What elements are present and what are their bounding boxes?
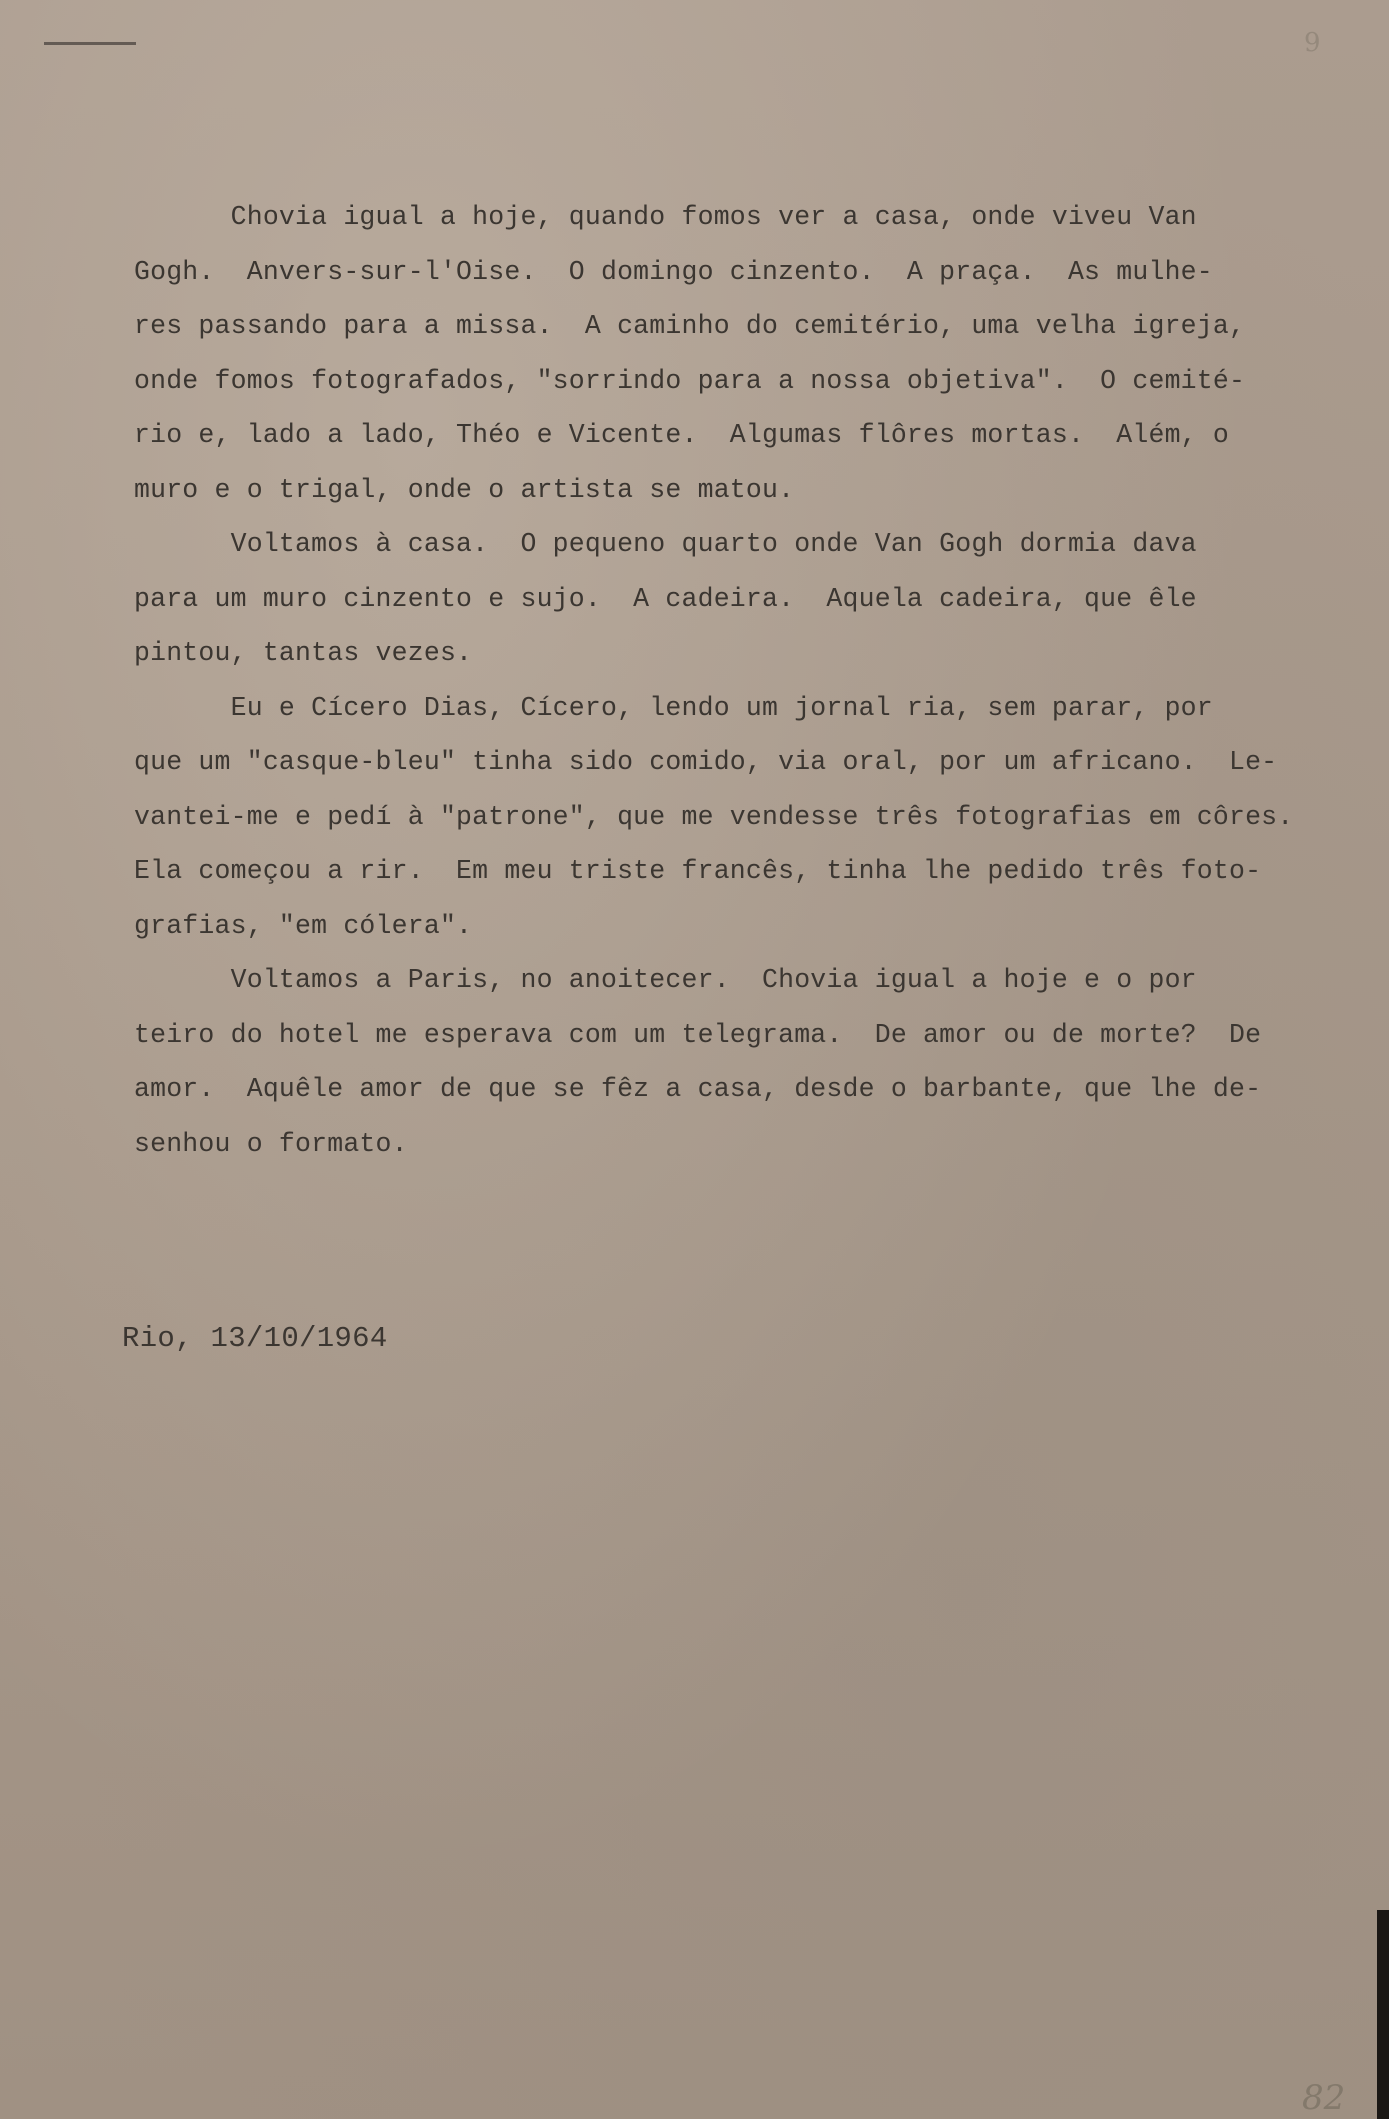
text-line: grafias, "em cólera". <box>134 910 473 941</box>
text-line: muro e o trigal, onde o artista se matou. <box>134 474 795 505</box>
corner-mark: 9 <box>1304 28 1321 58</box>
scan-edge <box>1377 1910 1389 2119</box>
text-line: Eu e Cícero Dias, Cícero, lendo um jornal ria, sem parar, por <box>134 692 1213 723</box>
typed-body-text <box>134 190 1340 1171</box>
text-line: Gogh. Anvers-sur-l'Oise. O domingo cinzento. A praça. As mulhe- <box>134 256 1213 287</box>
text-line: res passando para a missa. A caminho do cemitério, uma velha igreja, <box>134 311 1246 341</box>
text-line: amor. Aquêle amor de que se fêz a casa, desde o barbante, que lhe de- <box>134 1074 1262 1104</box>
text-line: Ela começou a rir. Em meu triste francês, tinha lhe pedido três foto- <box>134 856 1262 886</box>
text-line: rio e, lado a lado, Théo e Vicente. Algumas flôres mortas. Além, o <box>134 420 1229 450</box>
text-line: senhou o formato. <box>134 1128 408 1159</box>
text-line: Chovia igual a hoje, quando fomos ver a casa, onde viveu Van <box>134 202 1197 232</box>
text-line: vantei-me e pedí à "patrone", que me vendesse três fotografias em côres. <box>134 801 1294 832</box>
text-line: pintou, tantas vezes. <box>134 638 473 668</box>
signature-date: Rio, 13/10/1964 <box>122 1322 388 1355</box>
text-line: teiro do hotel me esperava com um telegrama. De amor ou de morte? De <box>134 1019 1262 1050</box>
text-line: Voltamos à casa. O pequeno quarto onde Van Gogh dormia dava <box>134 529 1197 559</box>
text-line: que um "casque-bleu" tinha sido comido, via oral, por um africano. Le- <box>134 747 1278 777</box>
text-line: para um muro cinzento e sujo. A cadeira. Aquela cadeira, que êle <box>134 583 1197 614</box>
text-line: Voltamos a Paris, no anoitecer. Chovia igual a hoje e o por <box>134 965 1197 995</box>
ink-mark <box>44 42 136 45</box>
text-line: onde fomos fotografados, "sorrindo para a nossa objetiva". O cemité- <box>134 365 1246 396</box>
page-number: 82 <box>1302 2078 1346 2118</box>
